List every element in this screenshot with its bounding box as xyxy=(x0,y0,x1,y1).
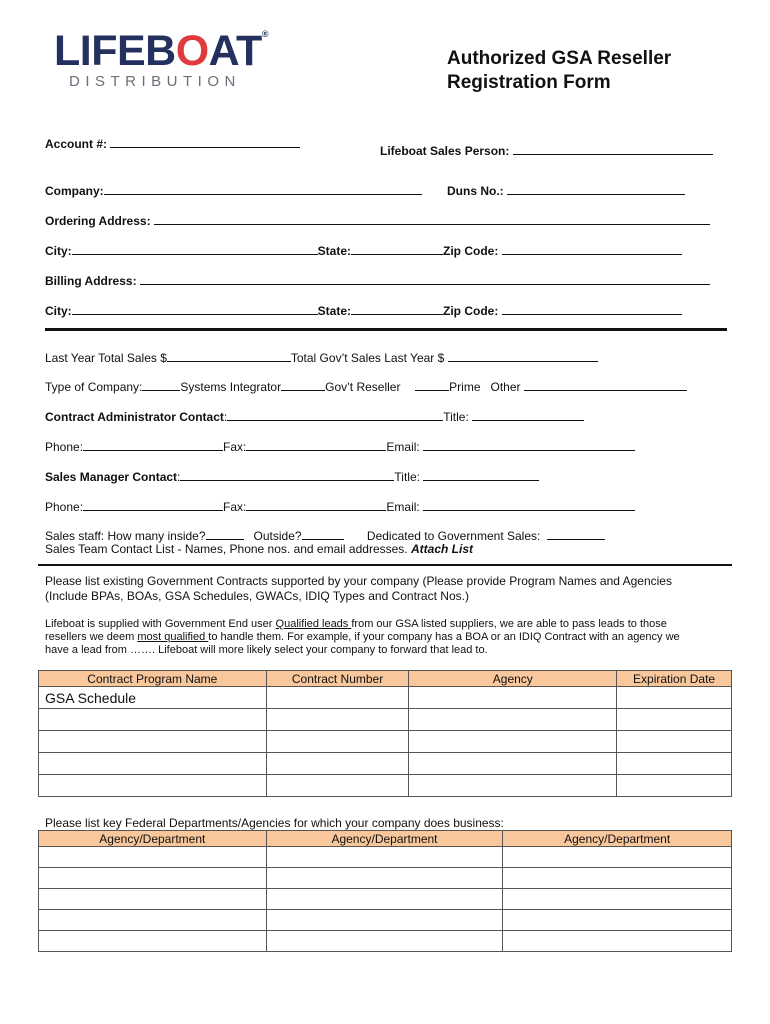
table-cell[interactable] xyxy=(39,753,267,775)
table-cell[interactable] xyxy=(503,931,732,952)
table-row xyxy=(39,910,732,931)
sales-person-field xyxy=(380,142,713,158)
prime-check[interactable] xyxy=(415,378,449,391)
state2-label: State: xyxy=(317,304,352,318)
state-label: State: xyxy=(317,244,352,258)
last-year-sales-label: Last Year Total Sales $ xyxy=(45,351,167,365)
billing-city-state-zip-row xyxy=(45,302,682,318)
agencies-table xyxy=(38,830,732,952)
table-cell[interactable] xyxy=(503,847,732,868)
lifeboat-logo xyxy=(54,27,268,90)
sales-person-input[interactable] xyxy=(513,142,713,155)
state-input[interactable] xyxy=(351,242,443,255)
team-list-row xyxy=(45,542,473,556)
fax-input[interactable] xyxy=(246,438,386,451)
agencies-header-row xyxy=(39,831,732,847)
email-label: Email: xyxy=(386,440,420,454)
billing-address-label: Billing Address: xyxy=(45,274,137,288)
sales-manager-input[interactable] xyxy=(180,468,394,481)
email-input[interactable] xyxy=(423,438,635,451)
other-label: Other xyxy=(490,380,521,394)
table-cell[interactable] xyxy=(503,910,732,931)
contract-admin-title-label: Title: xyxy=(443,410,469,424)
table-cell[interactable] xyxy=(617,753,732,775)
col-header-agency-2: Agency/Department xyxy=(266,831,503,847)
fax2-label: Fax: xyxy=(223,500,247,514)
phone-label: Phone: xyxy=(45,440,84,454)
table-cell[interactable] xyxy=(409,709,617,731)
sales-manager-row xyxy=(45,468,539,484)
leads-note-f: to handle them. For example, if your company has a BOA or an IDIQ Contract with an agency we xyxy=(208,631,680,643)
col-header-agency: Agency xyxy=(409,671,617,687)
leads-note-b: Qualified leads xyxy=(275,618,352,630)
logo-subtitle: DISTRIBUTION xyxy=(69,73,241,90)
company-field xyxy=(45,182,422,198)
other-input[interactable] xyxy=(524,378,687,391)
dedicated-label: Dedicated to Government Sales: xyxy=(366,529,541,543)
leads-note xyxy=(45,618,680,657)
sales-person-label: Lifeboat Sales Person: xyxy=(380,144,510,158)
last-year-sales-input[interactable] xyxy=(167,349,291,362)
section-divider-2 xyxy=(38,564,732,566)
table-row xyxy=(39,889,732,910)
team-list-label: Sales Team Contact List - Names, Phone nos. and email addresses. xyxy=(45,542,408,556)
account-label: Account #: xyxy=(45,137,108,151)
gov-reseller-check[interactable] xyxy=(281,378,325,391)
table-cell[interactable] xyxy=(39,709,267,731)
zip-label: Zip Code: xyxy=(443,244,499,258)
logo-part-a: LIFEB xyxy=(54,27,176,75)
table-row xyxy=(39,775,732,797)
sales-staff-row xyxy=(45,527,605,543)
contracts-intro xyxy=(45,574,672,604)
contract-admin-row xyxy=(45,408,584,424)
contract-admin-colon: : xyxy=(223,410,228,424)
ordering-address-input[interactable] xyxy=(154,212,710,225)
table-row xyxy=(39,753,732,775)
col-header-number: Contract Number xyxy=(266,671,409,687)
form-title-line1: Authorized GSA Reseller xyxy=(447,48,672,69)
contract-admin-label: Contract Administrator Contact xyxy=(45,410,224,424)
sales-manager-phone-row xyxy=(45,498,635,514)
contract-admin-title-input[interactable] xyxy=(472,408,584,421)
account-field xyxy=(45,135,300,151)
table-cell[interactable] xyxy=(39,868,267,889)
city-state-zip-row xyxy=(45,242,682,258)
contracts-intro-line2: (Include BPAs, BOAs, GSA Schedules, GWACs, IDIQ Types and Contract Nos.) xyxy=(45,589,469,603)
billing-address-input[interactable] xyxy=(140,272,710,285)
type-of-company-row xyxy=(45,378,687,394)
table-row xyxy=(39,931,732,952)
company-label: Company: xyxy=(45,184,104,198)
table-cell[interactable] xyxy=(39,775,267,797)
contract-admin-phone-row xyxy=(45,438,635,454)
zip-input[interactable] xyxy=(502,242,682,255)
zip2-input[interactable] xyxy=(502,302,682,315)
table-cell[interactable] xyxy=(503,889,732,910)
email2-label: Email: xyxy=(386,500,420,514)
table-cell[interactable] xyxy=(503,868,732,889)
leads-note-e: most qualified xyxy=(137,631,209,643)
sales-manager-label: Sales Manager Contact xyxy=(45,470,178,484)
table-cell[interactable] xyxy=(266,753,409,775)
leads-note-d: resellers we deem xyxy=(45,631,138,643)
city2-input[interactable] xyxy=(72,302,318,315)
table-cell[interactable] xyxy=(266,910,503,931)
total-gov-sales-label: Total Gov’t Sales Last Year $ xyxy=(290,351,445,365)
company-input[interactable] xyxy=(104,182,422,195)
sales-manager-title-input[interactable] xyxy=(423,468,539,481)
outside-label: Outside? xyxy=(253,529,302,543)
sales-row xyxy=(45,349,598,365)
total-gov-sales-input[interactable] xyxy=(448,349,598,362)
table-cell[interactable] xyxy=(266,889,503,910)
billing-address-field xyxy=(45,272,710,288)
dedicated-count-input[interactable] xyxy=(547,527,605,540)
type-of-company-label: Type of Company: xyxy=(45,380,143,394)
contracts-table xyxy=(38,670,732,797)
table-cell[interactable] xyxy=(266,731,409,753)
sales-staff-label: Sales staff: How many inside? xyxy=(45,529,206,543)
phone2-input[interactable] xyxy=(83,498,223,511)
table-row xyxy=(39,868,732,889)
leads-note-c: from our GSA listed suppliers, we are able to pass leads to those xyxy=(351,618,667,630)
prime-label: Prime xyxy=(449,380,481,394)
table-cell[interactable] xyxy=(39,931,267,952)
phone2-label: Phone: xyxy=(45,500,84,514)
table-cell[interactable] xyxy=(266,931,503,952)
duns-input[interactable] xyxy=(507,182,685,195)
registered-mark: ® xyxy=(261,29,268,39)
table-cell[interactable] xyxy=(39,889,267,910)
contracts-header-row xyxy=(39,671,732,687)
logo-part-c: AT xyxy=(208,27,262,75)
form-title xyxy=(447,47,671,95)
table-cell[interactable] xyxy=(409,775,617,797)
sales-manager-colon: : xyxy=(177,470,181,484)
inside-count-input[interactable] xyxy=(206,527,244,540)
duns-label: Duns No.: xyxy=(447,184,504,198)
state2-input[interactable] xyxy=(351,302,443,315)
table-cell[interactable] xyxy=(39,731,267,753)
table-cell[interactable] xyxy=(409,731,617,753)
logo-part-o: O xyxy=(175,27,209,75)
phone-input[interactable] xyxy=(83,438,223,451)
col-header-agency-1: Agency/Department xyxy=(39,831,267,847)
fax2-input[interactable] xyxy=(246,498,386,511)
city-input[interactable] xyxy=(72,242,318,255)
table-row xyxy=(39,687,732,709)
leads-note-g: have a lead from ……. Lifeboat will more likely select your company to forward that lead to. xyxy=(45,644,488,656)
fax-label: Fax: xyxy=(223,440,247,454)
table-cell[interactable]: GSA Schedule xyxy=(39,687,267,709)
outside-count-input[interactable] xyxy=(302,527,344,540)
col-header-program: Contract Program Name xyxy=(39,671,267,687)
attach-list-label: Attach List xyxy=(410,542,473,556)
city2-label: City: xyxy=(45,304,72,318)
col-header-agency-3: Agency/Department xyxy=(503,831,732,847)
form-title-line2: Registration Form xyxy=(447,72,611,93)
zip2-label: Zip Code: xyxy=(443,304,499,318)
table-cell[interactable] xyxy=(266,868,503,889)
table-cell[interactable] xyxy=(266,709,409,731)
col-header-expiration: Expiration Date xyxy=(617,671,732,687)
table-row xyxy=(39,731,732,753)
account-input[interactable] xyxy=(110,135,300,148)
systems-integrator-label: Systems Integrator xyxy=(180,380,282,394)
duns-field xyxy=(447,182,685,198)
table-cell[interactable] xyxy=(617,687,732,709)
table-cell[interactable] xyxy=(39,847,267,868)
table-cell[interactable] xyxy=(409,753,617,775)
city-label: City: xyxy=(45,244,72,258)
logo-wordmark xyxy=(54,27,268,75)
systems-integrator-check[interactable] xyxy=(142,378,180,391)
leads-note-a: Lifeboat is supplied with Government End user xyxy=(45,618,276,630)
contract-admin-input[interactable] xyxy=(227,408,443,421)
agencies-intro: Please list key Federal Departments/Agencies for which your company does business: xyxy=(45,816,504,830)
table-cell[interactable] xyxy=(266,847,503,868)
table-cell[interactable] xyxy=(266,775,409,797)
table-row xyxy=(39,847,732,868)
ordering-address-field xyxy=(45,212,710,228)
sales-manager-title-label: Title: xyxy=(394,470,420,484)
table-cell[interactable] xyxy=(617,709,732,731)
section-divider-1 xyxy=(45,328,727,331)
table-cell[interactable] xyxy=(409,687,617,709)
table-cell[interactable] xyxy=(617,731,732,753)
table-cell[interactable] xyxy=(39,910,267,931)
gov-reseller-label: Gov’t Reseller xyxy=(325,380,401,394)
table-row xyxy=(39,709,732,731)
ordering-address-label: Ordering Address: xyxy=(45,214,151,228)
email2-input[interactable] xyxy=(423,498,635,511)
table-cell[interactable] xyxy=(617,775,732,797)
table-cell[interactable] xyxy=(266,687,409,709)
contracts-intro-line1: Please list existing Government Contracts supported by your company (Please provide Program Names and Agencies xyxy=(45,574,672,588)
